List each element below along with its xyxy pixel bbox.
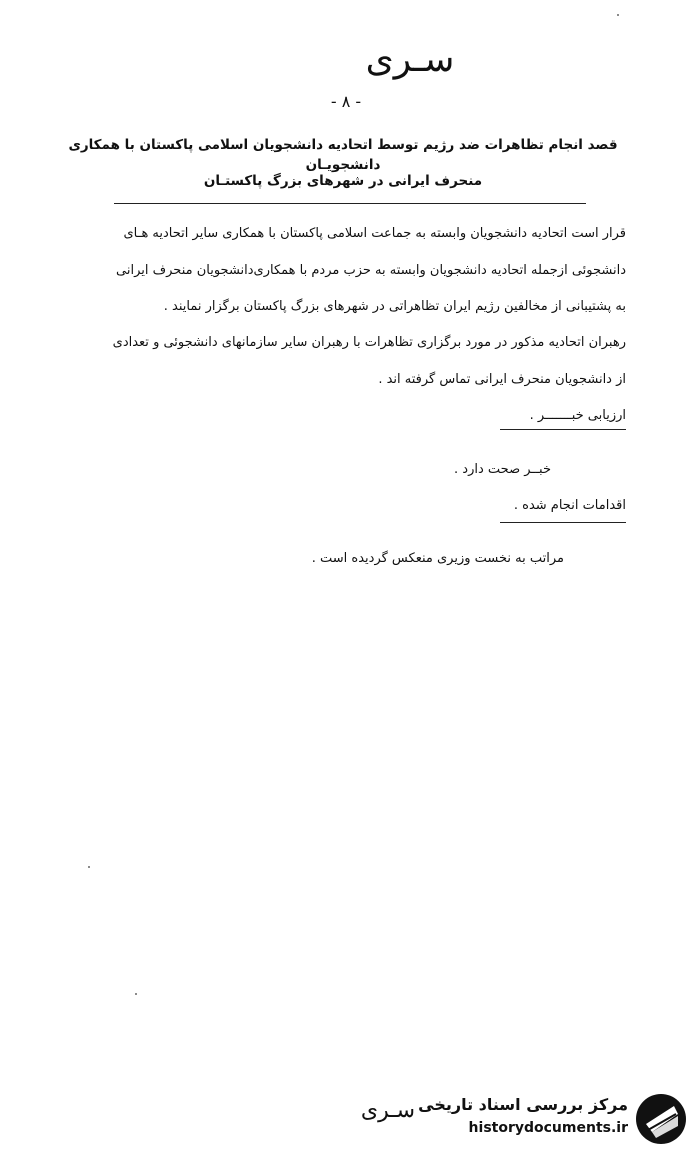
evaluation-title: ارزیابی خبـــــــر . <box>529 408 626 423</box>
archive-logo-icon <box>634 1092 688 1146</box>
page-number: - ۸ - <box>330 92 362 111</box>
body-line-3: به پشتیبانی از مخالفین رژیم ایران تظاهراتی در شهرهای بزرگ پاکستان برگزار نمایند . <box>163 299 626 314</box>
watermark-url: historydocuments.ir <box>468 1120 628 1136</box>
body-line-4: رهبران اتحادیه مذکور در مورد برگزاری تظاهرات با رهبران سایر سازمانهای دانشجوئی و تعدادی <box>112 335 626 350</box>
body-line-5: از دانشجویان منحرف ایرانی تماس گرفته اند . <box>378 372 626 387</box>
subject-underline <box>114 203 586 204</box>
evaluation-text: خبــر صحت دارد . <box>454 462 551 477</box>
actions-title: اقدامات انجام شده . <box>513 498 626 513</box>
watermark-title: مرکز بررسی اسناد تاریخی <box>418 1095 628 1114</box>
actions-text: مراتب به نخست وزیری منعکس گردیده است . <box>311 551 564 566</box>
scan-speck <box>617 14 619 16</box>
body-line-2: دانشجوئی ازجمله اتحادیه دانشجویان وابسته به حزب مردم با همکاری‌دانشجویان منحرف ایرانی <box>116 263 626 278</box>
scan-speck <box>88 866 90 868</box>
classification-footer: سـری <box>360 1098 416 1123</box>
classification-header: سـری <box>365 39 455 80</box>
actions-underline <box>500 522 626 523</box>
body-line-1: قرار است اتحادیه دانشجویان وابسته به جماعت اسلامی پاکستان با همکاری سایر اتحادیه هـای <box>123 226 626 241</box>
watermark <box>418 1088 694 1150</box>
evaluation-underline <box>500 429 626 430</box>
subject-line-1: قصد انجام تظاهرات ضد رژیم توسط اتحادیه دانشجویان اسلامی پاکستان با همکاری دانشجویـان <box>68 137 618 173</box>
scan-speck <box>135 993 137 995</box>
subject-line-2: منحرف ایرانی در شهرهای بزرگ پاکستـان <box>203 173 483 189</box>
